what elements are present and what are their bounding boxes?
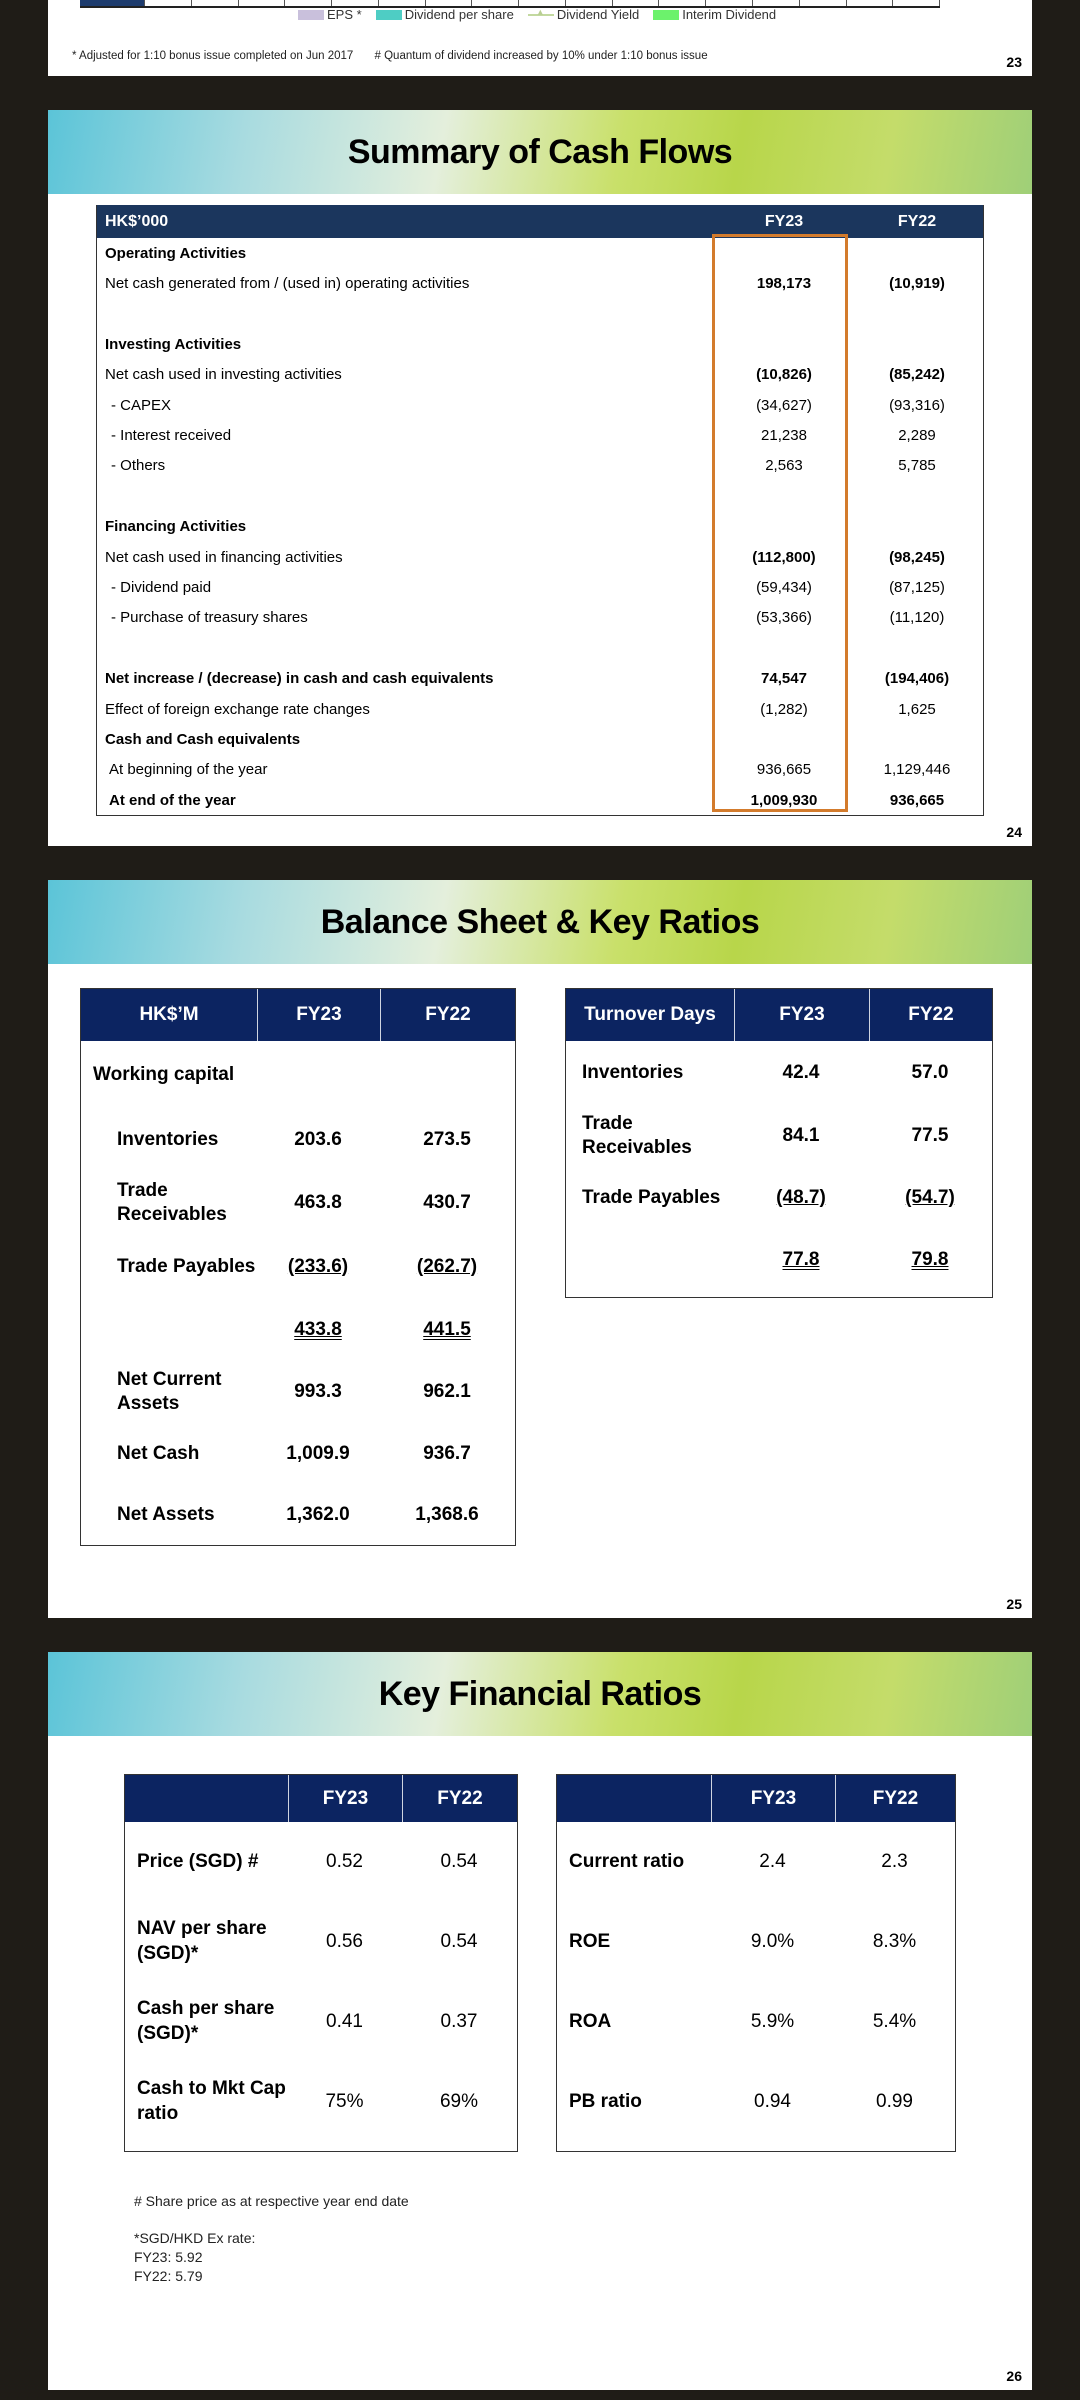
value-fy23: 9.0% (750, 1931, 795, 1952)
table-body (566, 1041, 992, 1291)
value-text: (233.6) (287, 1256, 349, 1277)
legend-item-dps (376, 7, 514, 22)
value-fy23: (53,366) (756, 609, 812, 627)
header-blank (557, 1775, 712, 1822)
value-fy23: 2.4 (759, 1851, 786, 1872)
slide-banner (48, 110, 1032, 194)
table-row (97, 390, 983, 420)
value-fy23: 0.52 (326, 1851, 363, 1872)
table-header (81, 989, 515, 1041)
legend-swatch-icon (376, 10, 402, 20)
value-fy23: 21,238 (761, 427, 807, 445)
table-body (97, 238, 983, 815)
table-header (97, 205, 983, 238)
value-fy23: 198,173 (756, 275, 812, 293)
row-label: - Interest received (111, 427, 232, 445)
table-row (81, 1235, 515, 1299)
value-text: (54.7) (905, 1187, 955, 1208)
row-label: At beginning of the year (109, 761, 268, 779)
value-fy22: 1,129,446 (883, 761, 951, 779)
value-text: (262.7) (416, 1256, 478, 1277)
row-label: Effect of foreign exchange rate changes (105, 700, 370, 718)
value-fy22: 1,625 (898, 700, 936, 718)
row-label: Price (SGD) # (137, 1850, 259, 1872)
value-fy23: 0.94 (754, 2091, 791, 2112)
note-fx-fy23: FY23: 5.92 (134, 2248, 203, 2265)
table-row (97, 694, 983, 724)
value-fy23: (34,627) (756, 396, 812, 414)
value-text: 962.1 (423, 1381, 471, 1402)
slide-banner (48, 1652, 1032, 1736)
legend-line-marker-icon (528, 14, 554, 16)
row-label: ROA (569, 2010, 612, 2032)
value-fy23 (257, 1192, 379, 1214)
table-row (566, 1229, 992, 1291)
slide-cash-flows (48, 110, 1032, 846)
working-capital-table (80, 988, 516, 1546)
value-fy22: (85,242) (889, 366, 945, 384)
value-fy22: 936,665 (889, 791, 945, 809)
legend-label: Interim Dividend (682, 7, 777, 22)
value-fy23: (10,826) (756, 366, 812, 384)
value-text: 1,009.9 (286, 1443, 350, 1464)
row-label: Net Assets (117, 1503, 215, 1525)
value-text: 79.8 (911, 1249, 949, 1270)
footnote-bonus-issue: * Adjusted for 1:10 bonus issue completed on Jun 2017 (72, 50, 354, 62)
per-share-ratios-table (124, 1774, 518, 2152)
row-label: Trade Payables (582, 1186, 721, 1208)
value-fy23 (734, 1125, 868, 1147)
header-fy22: FY22 (897, 212, 937, 230)
value-fy23 (257, 1256, 379, 1278)
row-label: Net Current Assets (117, 1368, 222, 1414)
table-row (125, 2062, 517, 2142)
table-row (97, 451, 983, 481)
table-row (557, 1902, 955, 1982)
note-share-price: # Share price as at respective year end date (134, 2193, 409, 2209)
value-fy23: 0.56 (326, 1931, 363, 1952)
value-fy22 (379, 1443, 515, 1465)
value-fy22: (98,245) (889, 548, 945, 566)
table-row (97, 572, 983, 602)
table-row (81, 1109, 515, 1171)
value-fy23: 75% (325, 2091, 364, 2112)
page-number: 24 (1006, 824, 1022, 840)
row-label: Investing Activities (105, 335, 242, 353)
table-row (81, 1171, 515, 1235)
row-label: Financing Activities (105, 518, 247, 536)
slide-title: Summary of Cash Flows (347, 132, 733, 171)
header-turnover-days: Turnover Days (566, 989, 735, 1041)
value-text: 430.7 (423, 1192, 471, 1213)
value-text: 77.8 (782, 1249, 820, 1270)
table-row (97, 329, 983, 359)
slide-23-fragment (48, 0, 1032, 76)
table-row (97, 663, 983, 693)
value-fy23 (257, 1381, 379, 1403)
value-text: 57.0 (911, 1062, 949, 1083)
table-row (97, 420, 983, 450)
table-row (557, 1982, 955, 2062)
value-fy22 (868, 1187, 992, 1209)
legend-label: Dividend Yield (556, 7, 640, 22)
header-fy22: FY22 (425, 1004, 471, 1025)
value-fy22: (10,919) (889, 275, 945, 293)
value-fy22 (379, 1381, 515, 1403)
table-row (125, 1982, 517, 2062)
note-fx-title: *SGD/HKD Ex rate: (134, 2229, 256, 2246)
table-row (97, 299, 983, 329)
value-text: 84.1 (782, 1125, 820, 1146)
value-fy23 (257, 1443, 379, 1465)
slide-key-ratios (48, 1652, 1032, 2390)
table-row (97, 724, 983, 754)
value-fy23: (59,434) (756, 578, 812, 596)
header-unit: HK$’M (81, 989, 258, 1041)
value-fy23: 74,547 (761, 670, 807, 688)
table-row (97, 603, 983, 633)
legend-item-yield (528, 7, 639, 22)
table-row (557, 1822, 955, 1902)
table-row (81, 1299, 515, 1361)
row-label: Trade Receivables (582, 1112, 692, 1158)
table-header (125, 1775, 517, 1822)
row-label: Inventories (117, 1128, 219, 1150)
table-row (97, 481, 983, 511)
table-row (97, 633, 983, 663)
value-text: 441.5 (423, 1319, 471, 1340)
legend-label: Dividend per share (404, 7, 514, 22)
row-label: Net Cash (117, 1442, 200, 1464)
value-fy22: 5.4% (872, 2011, 917, 2032)
footnote-dividend-quantum: # Quantum of dividend increased by 10% under 1:10 bonus issue (374, 50, 708, 62)
row-label: Cash per share (SGD)* (137, 1998, 275, 2044)
value-fy22: 2,289 (898, 427, 936, 445)
value-text: 42.4 (782, 1062, 820, 1083)
table-row (97, 512, 983, 542)
value-text: 1,362.0 (286, 1504, 350, 1525)
header-fy23: FY23 (258, 989, 381, 1041)
table-header (566, 989, 992, 1041)
table-row (566, 1041, 992, 1105)
table-body (125, 1822, 517, 2142)
table-row (97, 755, 983, 785)
value-fy22 (379, 1129, 515, 1151)
row-label: PB ratio (569, 2090, 642, 2112)
value-fy23: (1,282) (760, 700, 808, 718)
table-row (97, 238, 983, 268)
page-number: 25 (1006, 1596, 1022, 1612)
value-fy22: 0.37 (440, 2011, 478, 2032)
value-fy22: (87,125) (889, 578, 945, 596)
row-label: - Dividend paid (111, 578, 212, 596)
value-fy22: 5,785 (898, 457, 936, 475)
value-fy22 (868, 1125, 992, 1147)
header-fy22: FY22 (908, 1004, 954, 1025)
legend-item-eps (298, 7, 362, 22)
slide-balance-sheet (48, 880, 1032, 1618)
value-fy22 (379, 1192, 515, 1214)
legend-swatch-icon (298, 10, 324, 20)
value-text: 433.8 (294, 1319, 342, 1340)
row-label: Operating Activities (105, 244, 247, 262)
legend-item-interim (653, 7, 776, 22)
notes (134, 2192, 409, 2286)
row-label: - CAPEX (111, 396, 172, 414)
value-fy23 (734, 1062, 868, 1084)
table-row (125, 1822, 517, 1902)
table-row (81, 1361, 515, 1423)
header-unit: HK$’000 (105, 212, 169, 230)
header-fy23: FY23 (289, 1775, 403, 1822)
value-fy23: 0.41 (326, 2011, 363, 2032)
row-label: Trade Payables (117, 1255, 256, 1277)
value-fy23: (112,800) (752, 548, 816, 566)
row-label: - Purchase of treasury shares (111, 609, 308, 627)
value-fy22: 2.3 (881, 1851, 908, 1872)
value-fy23 (257, 1319, 379, 1341)
table-row (81, 1423, 515, 1485)
financial-ratios-table (556, 1774, 956, 2152)
row-label: Cash to Mkt Cap ratio (137, 2078, 286, 2124)
row-label: - Others (111, 457, 166, 475)
value-fy23 (257, 1129, 379, 1151)
table-body (557, 1822, 955, 2142)
value-text: 936.7 (423, 1443, 471, 1464)
value-text: 993.3 (294, 1381, 342, 1402)
legend-swatch-icon (653, 10, 679, 20)
slide-title: Balance Sheet & Key Ratios (320, 902, 760, 941)
row-label: Trade Receivables (117, 1179, 227, 1225)
table-row (97, 542, 983, 572)
header-fy23: FY23 (712, 1775, 836, 1822)
value-fy22: 0.99 (876, 2091, 913, 2112)
value-fy22 (379, 1504, 515, 1526)
header-fy23: FY23 (764, 212, 804, 230)
header-blank (125, 1775, 289, 1822)
row-label: ROE (569, 1930, 611, 1952)
value-fy22 (868, 1249, 992, 1271)
header-fy23: FY23 (735, 989, 870, 1041)
page-number: 26 (1006, 2368, 1022, 2384)
turnover-days-table (565, 988, 993, 1298)
section-label-working-capital: Working capital (93, 1063, 235, 1085)
value-text: 203.6 (294, 1129, 342, 1150)
row-label: Net cash used in investing activities (105, 366, 342, 384)
header-fy22: FY22 (437, 1787, 483, 1809)
table-header (557, 1775, 955, 1822)
row-label: NAV per share (SGD)* (137, 1918, 267, 1964)
table-body (81, 1109, 515, 1545)
table-row (566, 1167, 992, 1229)
value-fy22: (194,406) (884, 670, 950, 688)
value-text: (48.7) (776, 1187, 826, 1208)
table-row (566, 1105, 992, 1167)
value-text: 463.8 (294, 1192, 342, 1213)
value-fy22: (93,316) (889, 396, 945, 414)
slide-banner (48, 880, 1032, 964)
slide-title: Key Financial Ratios (378, 1674, 702, 1713)
header-fy22: FY22 (872, 1787, 919, 1809)
page-number: 23 (1006, 54, 1022, 70)
row-label: Cash and Cash equivalents (105, 730, 301, 748)
value-fy22 (868, 1062, 992, 1084)
value-fy22: 69% (439, 2091, 479, 2112)
value-fy23 (257, 1504, 379, 1526)
table-row (97, 268, 983, 298)
value-fy23: 2,563 (765, 457, 803, 475)
table-row (557, 2062, 955, 2142)
row-label: Inventories (582, 1061, 684, 1083)
value-fy23: 5.9% (750, 2011, 795, 2032)
table-row (125, 1902, 517, 1982)
value-fy22 (379, 1319, 515, 1341)
legend-label: EPS * (327, 7, 362, 22)
table-row (97, 360, 983, 390)
table-row (81, 1485, 515, 1545)
row-label: Current ratio (569, 1850, 685, 1872)
row-label: Net cash generated from / (used in) operating activities (105, 275, 470, 293)
value-fy22: 8.3% (872, 1931, 917, 1952)
note-fx-fy22: FY22: 5.79 (134, 2267, 203, 2284)
row-label: Net cash used in financing activities (105, 548, 343, 566)
row-label: Net increase / (decrease) in cash and cash equivalents (105, 670, 494, 688)
value-fy23 (734, 1187, 868, 1209)
value-text: 273.5 (423, 1129, 471, 1150)
value-fy22: 0.54 (440, 1931, 478, 1952)
chart-legend (298, 7, 776, 22)
table-row (97, 785, 983, 815)
value-fy22: 0.54 (440, 1851, 478, 1872)
footnotes (72, 50, 708, 62)
value-text: 1,368.6 (415, 1504, 479, 1525)
value-text: 77.5 (911, 1125, 949, 1146)
value-fy22: (11,120) (889, 609, 945, 627)
cash-flow-table (96, 205, 984, 816)
value-fy23 (734, 1249, 868, 1271)
value-fy22 (379, 1256, 515, 1278)
row-label: At end of the year (109, 791, 236, 809)
section-row (81, 1041, 515, 1109)
value-fy23: 1,009,930 (750, 791, 818, 809)
value-fy23: 936,665 (756, 761, 812, 779)
